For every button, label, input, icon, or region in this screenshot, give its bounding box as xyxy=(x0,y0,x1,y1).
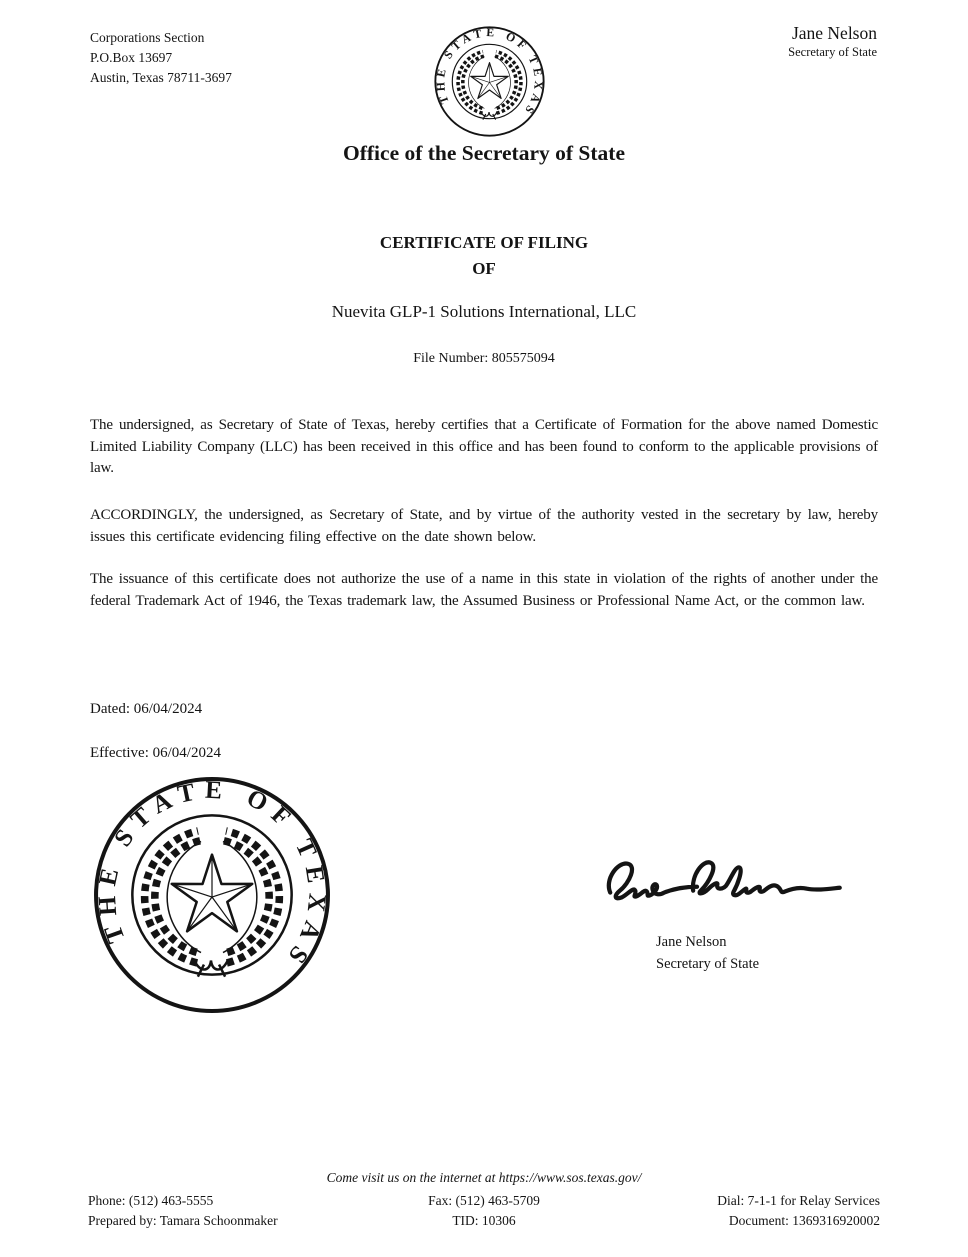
file-number: File Number: 805575094 xyxy=(413,351,555,366)
footer-phone: Phone: (512) 463-5555 xyxy=(88,1193,214,1208)
effective-line: Effective: 06/04/2024 xyxy=(90,745,221,761)
return-address-line: P.O.Box 13697 xyxy=(90,50,173,65)
entity-name: Nuevita GLP-1 Solutions International, LLC xyxy=(331,302,637,321)
footer-fax: Fax: (512) 463-5709 xyxy=(428,1193,540,1208)
return-address-line: Austin, Texas 78711-3697 xyxy=(90,70,232,85)
footer-prepared: Prepared by: Tamara Schoonmaker xyxy=(88,1212,278,1228)
seal-text: THE STATE OF TEXAS xyxy=(93,776,331,975)
official-header-block xyxy=(788,22,877,60)
seal-text: THE STATE OF TEXAS xyxy=(434,26,546,120)
official-title: Secretary of State xyxy=(788,45,877,59)
texas-state-seal-icon xyxy=(433,25,546,138)
return-address-block xyxy=(90,28,232,88)
official-name: Jane Nelson xyxy=(791,23,877,43)
page-title: Office of the Secretary of State xyxy=(343,141,625,165)
footer-document: Document: 1369316920002 xyxy=(728,1212,880,1228)
certificate-heading xyxy=(0,230,968,282)
signature-handwriting xyxy=(595,854,853,908)
certificate-heading-line2: OF xyxy=(472,259,496,278)
lone-star-icon xyxy=(172,855,252,932)
footer-contact-grid xyxy=(88,1191,880,1230)
body-paragraph-3: The issuance of this certificate does not authorize the use of a name in this state in violation of the rights of another under the federal Trademark Act of 1946, the Texas trademark law, the Assumed Business or Professional Name Act, or the common law. xyxy=(90,571,878,609)
signatory-title: Secretary of State xyxy=(656,956,760,972)
certificate-heading-line1: CERTIFICATE OF FILING xyxy=(379,233,589,252)
return-address-line: Corporations Section xyxy=(90,30,205,45)
signatory-name: Jane Nelson xyxy=(656,934,727,950)
footer-tid: TID: 10306 xyxy=(452,1212,516,1228)
texas-state-seal-large xyxy=(91,774,333,1016)
footer-relay: Dial: 7-1-1 for Relay Services xyxy=(717,1193,880,1208)
dated-line: Dated: 06/04/2024 xyxy=(90,701,203,717)
footer-visit-line: Come visit us on the internet at https://www.sos.texas.gov/ xyxy=(326,1170,642,1185)
body-paragraph-2: ACCORDINGLY, the undersigned, as Secretary of State, and by virtue of the authority vested in the secretary by law, hereby issues this certificate evidencing filing effective on the date shown below. xyxy=(90,507,878,545)
body-paragraph-1: The undersigned, as Secretary of State of Texas, hereby certifies that a Certificate of Formation for the above named Domestic Limited Liability Company (LLC) has been received in this office and has been found to conform to the applicable provisions of law. xyxy=(90,417,878,476)
lone-star-icon xyxy=(471,63,509,99)
